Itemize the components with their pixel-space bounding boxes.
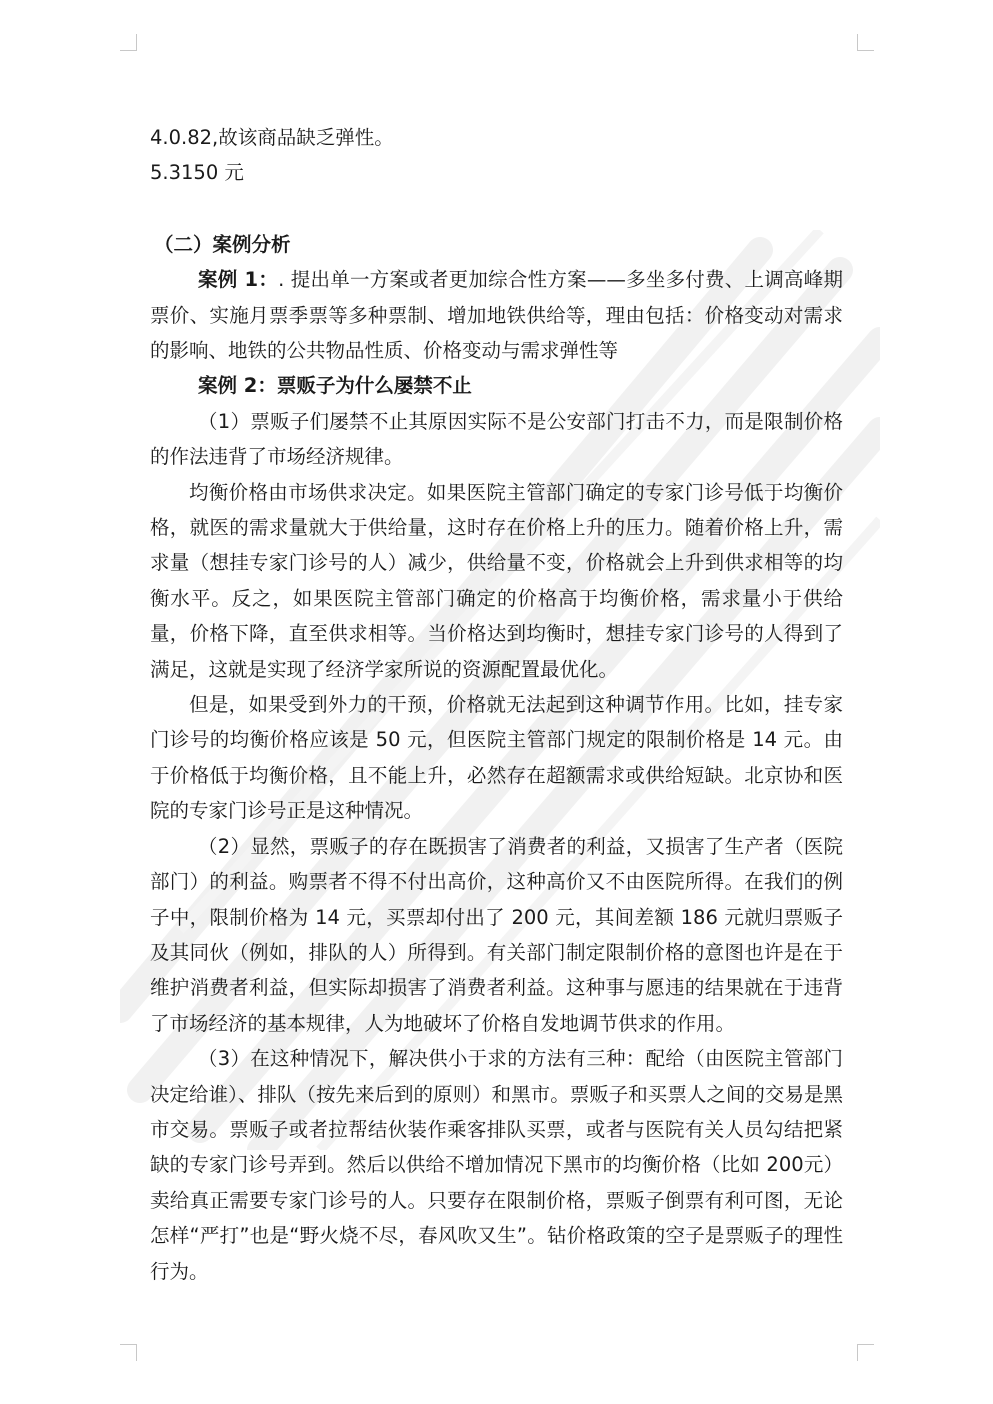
section-heading: （二）案例分析 bbox=[154, 232, 291, 256]
case2-paragraph-4: （2）显然，票贩子的存在既损害了消费者的利益，又损害了生产者（医院部门）的利益。购票者不得不付出高价，这种高价又不由医院所得。在我们的例子中，限制价格为 14 元，买票却付出了 200 元，其间差额 186 元就归票贩子及其同伙（例如，排队的人）所得到。有关部门制定限制价格的意图也许是在于维护消费者利益，但实际却损害了消费者利益。这种事与愿违的结果就在于违背了市场经济的基本规律，人为地破坏了价格自发地调节供求的作用。 bbox=[150, 834, 843, 1035]
case2-paragraph-5: （3）在这种情况下，解决供小于求的方法有三种：配给（由医院主管部门决定给谁）、排队（按先来后到的原则）和黑市。票贩子和买票人之间的交易是黑市交易。票贩子或者拉帮结伙装作乘客排队买票，或者与医院有关人员勾结把紧缺的专家门诊号弄到。然后以供给不增加情况下黑市的均衡价格（比如 200元）卖给真正需要专家门诊号的人。只要存在限制价格，票贩子倒票有利可图，无论怎样“严打”也是“野火烧不尽，春风吹又生”。钻价格政策的空子是票贩子的理性行为。 bbox=[150, 1047, 843, 1283]
case2-title: 案例 2：票贩子为什么屡禁不止 bbox=[198, 374, 472, 398]
case2-paragraph-1: （1）票贩子们屡禁不止其原因实际不是公安部门打击不力，而是限制价格的作法违背了市场经济规律。 bbox=[150, 409, 843, 469]
case2-paragraph-2: 均衡价格由市场供求决定。如果医院主管部门确定的专家门诊号低于均衡价格，就医的需求量就大于供给量，这时存在价格上升的压力。随着价格上升，需求量（想挂专家门诊号的人）减少，供给量不变，价格就会上升到供求相等的均衡水平。反之，如果医院主管部门确定的价格高于均衡价格，需求量小于供给量，价格下降，直至供求相等。当价格达到均衡时，想挂专家门诊号的人得到了满足，这就是实现了经济学家所说的资源配置最优化。 bbox=[150, 480, 843, 681]
answer-5: 5.3150 元 bbox=[150, 161, 244, 185]
document-body bbox=[150, 120, 843, 1289]
crop-mark-bottom-right bbox=[857, 1344, 874, 1361]
crop-mark-top-left bbox=[120, 34, 137, 51]
case1-label: 案例 1： bbox=[198, 268, 279, 292]
case2-paragraph-3: 但是，如果受到外力的干预，价格就无法起到这种调节作用。比如，挂专家门诊号的均衡价格应该是 50 元，但医院主管部门规定的限制价格是 14 元。由于价格低于均衡价格，且不能上升，必然存在超额需求或供给短缺。北京协和医院的专家门诊号正是这种情况。 bbox=[150, 693, 843, 823]
crop-mark-bottom-left bbox=[120, 1344, 137, 1361]
answer-4: 4.0.82,故该商品缺乏弹性。 bbox=[150, 126, 394, 149]
case1-text: . 提出单一方案或者更加综合性方案——多坐多付费、上调高峰期票价、实施月票季票等多种票制、增加地铁供给等，理由包括：价格变动对需求的影响、地铁的公共物品性质、价格变动与需求弹性等 bbox=[150, 268, 844, 362]
case1-paragraph bbox=[150, 262, 843, 368]
crop-mark-top-right bbox=[857, 34, 874, 51]
